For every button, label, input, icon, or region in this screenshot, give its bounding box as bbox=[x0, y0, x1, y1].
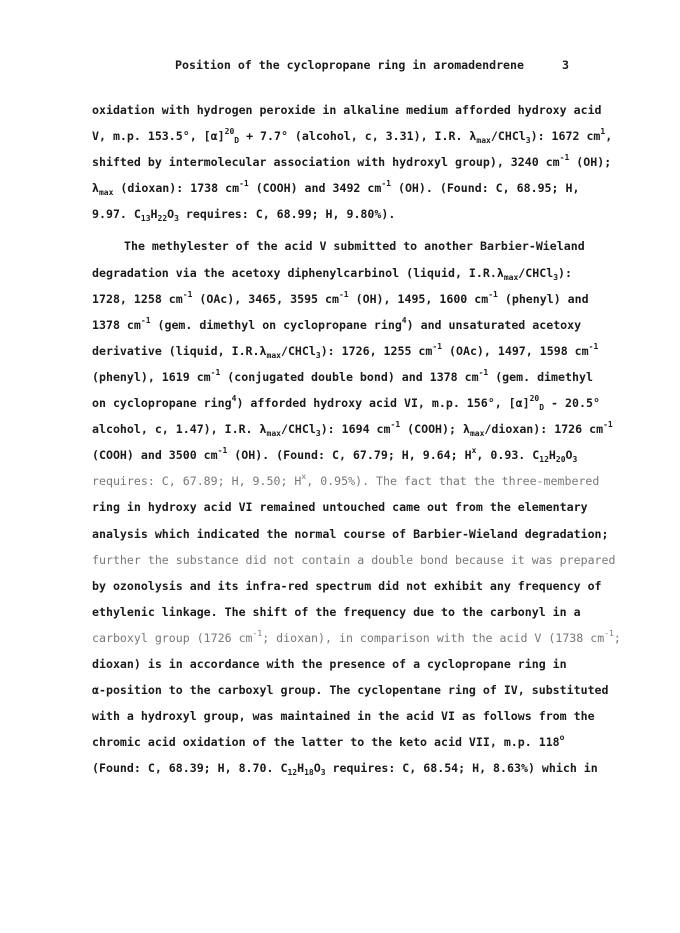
text-line: carboxyl group (1726 $cm^{-1}$; dioxan), in comparison with the acid V (1738 $cm^{-1}$; bbox=[92, 628, 621, 645]
text-line: derivative (liquid, $I.R.\lambda_{max}/CHCl_3$): 1726, 1255 $cm^{-1}$ (OAc), 1497, 1598 $cm^{-1}$ bbox=[92, 341, 599, 360]
text-line: analysis which indicated the normal course of Barbier-Wieland degradation; bbox=[92, 526, 609, 541]
text-line: V, m.p. 153.5°, $[\alpha]^{20}_D + 7.7^\circ$ (alcohol, c, 3.31), I.R. $\lambda_{max}/CHCl_3$): 1672 $cm^1$, bbox=[92, 127, 613, 146]
text-line: $\lambda_{max}$ (dioxan): 1738 $cm^{-1}$ (COOH) and 3492 $cm^{-1}$ (OH). (Found: C, 68.95; H, bbox=[92, 179, 580, 198]
text-line: dioxan) is in accordance with the presence of a cyclopropane ring in bbox=[92, 656, 567, 671]
text-line: The methylester of the acid V submitted to another Barbier-Wieland bbox=[124, 239, 585, 254]
text-line: ethylenic linkage. The shift of the frequency due to the carbonyl in a bbox=[92, 604, 581, 619]
page-number: 3 bbox=[562, 58, 569, 72]
text-line: by ozonolysis and its infra-red spectrum did not exhibit any frequency of bbox=[92, 578, 602, 593]
text-line: 1728, 1258 $cm^{-1}$ (OAc), 3465, 3595 $cm^{-1}$ (OH), 1495, 1600 $cm^{-1}$ (phenyl) and bbox=[92, 289, 589, 306]
text-line: further the substance did not contain a double bond because it was prepared bbox=[92, 552, 616, 567]
text-line: alcohol, c, 1.47), I.R. $\lambda_{max}/CHCl_3$): 1694 $cm^{-1}$ (COOH); $\lambda_{max}/dioxan$): 1726 $cm^{-1}$ bbox=[92, 420, 613, 439]
running-title: Position of the cyclopropane ring in aromadendrene bbox=[175, 58, 525, 72]
text-line: with a hydroxyl group, was maintained in the acid VI as follows from the bbox=[92, 709, 595, 724]
text-line: 1378 $cm^{-1}$ (gem. dimethyl on cyclopropane ring$^4$) and unsaturated acetoxy bbox=[92, 315, 582, 332]
text-line: oxidation with hydrogen peroxide in alkaline medium afforded hydroxy acid bbox=[92, 103, 602, 117]
text-line: degradation via the acetoxy diphenylcarbinol (liquid, $I.R.\lambda_{max}/CHCl_3$): bbox=[92, 265, 572, 282]
text-line: 9.97. $C_{13}H_{22}O_3$ requires: C, 68.99; H, 9.80%). bbox=[92, 207, 396, 224]
text-line: α-position to the carboxyl group. The cyclopentane ring of IV, substituted bbox=[92, 683, 609, 698]
text-line: (phenyl), 1619 $cm^{-1}$ (conjugated double bond) and 1378 $cm^{-1}$ (gem. dimethyl bbox=[92, 367, 593, 384]
text-line: ring in hydroxy acid VI remained untouched came out from the elementary bbox=[92, 500, 588, 515]
text-line: requires: C, 67.89; H, 9.50; $H^x$, 0.95%). The fact that the three-membered bbox=[92, 472, 600, 489]
text-line: chromic acid oxidation of the latter to the keto acid VII, m.p. 118$^o$ bbox=[92, 733, 565, 750]
text-line: (Found: C, 68.39; H, 8.70. $C_{12}H_{18}O_3$ requires: C, 68.54; H, 8.63%) which in bbox=[92, 761, 598, 778]
page-header bbox=[0, 58, 680, 74]
text-line: shifted by intermolecular association with hydroxyl group), 3240 $cm^{-1}$ (OH); bbox=[92, 153, 612, 170]
text-line: (COOH) and 3500 $cm^{-1}$ (OH). (Found: C, 67.79; H, 9.64; $H^x$, 0.93. $C_{12}H_{20}O_3$ bbox=[92, 446, 578, 465]
text-line: on cyclopropane ring$^4$) afforded hydroxy acid VI, m.p. 156°, $[\alpha]^{20}_D - 20.5^\circ$ bbox=[92, 394, 600, 413]
body-text bbox=[92, 97, 621, 781]
